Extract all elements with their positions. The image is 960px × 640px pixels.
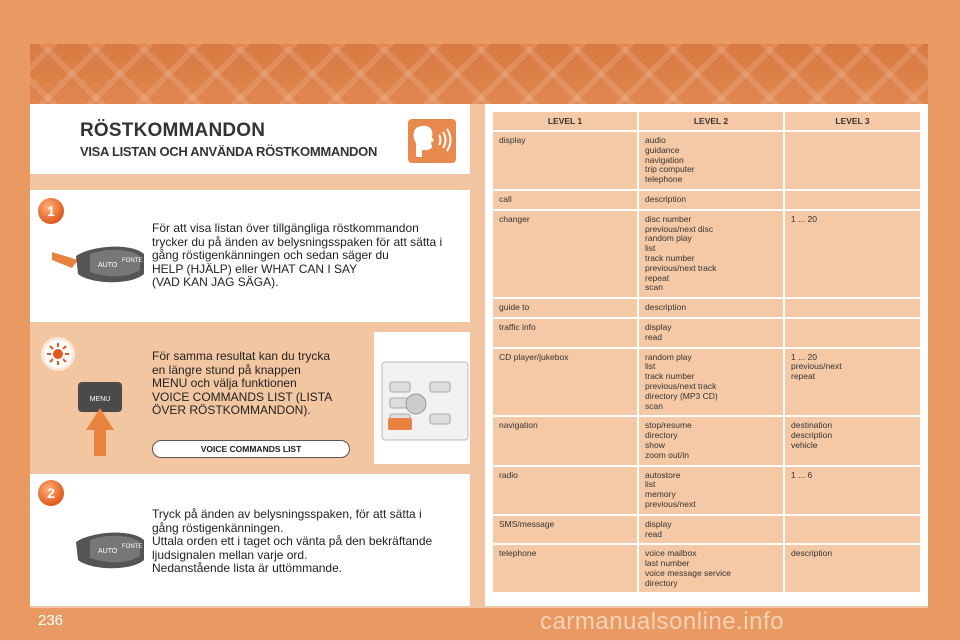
table-cell: 1 ... 20: [785, 211, 920, 297]
step-1-text: För att visa listan över tillgängliga röstkommandon trycker du på änden av belysningsspaken för att sätta i gång röstigenkänningen och sedan säger du HELP (HJÄLP) eller WHAT CAN I SAY (VAD KAN JAG SÄGA).: [152, 221, 443, 289]
lighting-stalk-icon: [50, 520, 146, 580]
table-cell: random play list track number previous/next track directory (MP3 CD) scan: [639, 349, 783, 416]
table-row: [493, 545, 920, 592]
step-2-panel: [30, 474, 470, 606]
table-cell: voice mailbox last number voice message service directory: [639, 545, 783, 592]
table-row: [493, 132, 920, 189]
table-cell: guide to: [493, 299, 637, 317]
stalk-label-auto: AUTO: [98, 548, 118, 555]
table-cell: [785, 516, 920, 544]
voice-commands-table-panel: [485, 104, 928, 606]
step-badge-1: 1: [38, 198, 64, 224]
voice-commands-list-button[interactable]: VOICE COMMANDS LIST: [152, 440, 350, 458]
table-row: [493, 349, 920, 416]
table-cell: traffic info: [493, 319, 637, 347]
stalk-label-front: FONTE: [122, 258, 143, 264]
table-cell: changer: [493, 211, 637, 297]
menu-button-label: MENU: [89, 396, 111, 403]
table-cell: display read: [639, 516, 783, 544]
step-1-panel: [30, 190, 470, 322]
table-cell: [785, 132, 920, 189]
table-cell: display read: [639, 319, 783, 347]
table-cell: SMS/message: [493, 516, 637, 544]
radio-panel-illustration: [374, 332, 470, 464]
table-cell: radio: [493, 467, 637, 514]
table-row: [493, 191, 920, 209]
stalk-label-auto: AUTO: [98, 262, 118, 269]
chevron-header-band: [30, 44, 928, 104]
page-title: RÖSTKOMMANDON: [80, 120, 266, 141]
column-header: LEVEL 2: [639, 112, 783, 130]
step-alt-panel: [30, 332, 470, 464]
table-cell: [785, 191, 920, 209]
column-header: LEVEL 1: [493, 112, 637, 130]
table-cell: telephone: [493, 545, 637, 592]
table-row: [493, 516, 920, 544]
table-row: [493, 299, 920, 317]
step-badge-2: 2: [38, 480, 64, 506]
table-cell: 1 ... 20 previous/next repeat: [785, 349, 920, 416]
watermark: carmanualsonline.info: [540, 608, 784, 635]
table-row: [493, 211, 920, 297]
table-cell: description: [639, 299, 783, 317]
table-row: [493, 319, 920, 347]
table-cell: audio guidance navigation trip computer telephone: [639, 132, 783, 189]
voice-commands-table: [491, 110, 922, 594]
table-cell: navigation: [493, 417, 637, 464]
step-2-text: Tryck på änden av belysningsspaken, för att sätta i gång röstigenkänningen. Uttala orden ett i taget och vänta på den bekräftande ljudsignalen mellan varje ord. Nedanstående lista är uttömmande.: [152, 507, 433, 575]
voice-command-icon: [408, 119, 456, 163]
title-panel: [30, 104, 470, 174]
table-cell: disc number previous/next disc random play list track number previous/next track repeat scan: [639, 211, 783, 297]
table-cell: [785, 319, 920, 347]
table-cell: display: [493, 132, 637, 189]
table-row: [493, 417, 920, 464]
table-cell: description: [639, 191, 783, 209]
table-row: [493, 467, 920, 514]
table-cell: 1 ... 6: [785, 467, 920, 514]
table-cell: destination description vehicle: [785, 417, 920, 464]
table-cell: [785, 299, 920, 317]
table-cell: stop/resume directory show zoom out/in: [639, 417, 783, 464]
tip-sun-icon: [44, 340, 72, 368]
table-cell: CD player/jukebox: [493, 349, 637, 416]
page-subtitle: VISA LISTAN OCH ANVÄNDA RÖSTKOMMANDON: [80, 144, 378, 159]
table-cell: description: [785, 545, 920, 592]
table-cell: call: [493, 191, 637, 209]
table-cell: autostore list memory previous/next: [639, 467, 783, 514]
column-header: LEVEL 3: [785, 112, 920, 130]
stalk-label-front: FONTE: [122, 544, 143, 550]
page-number: 236: [38, 612, 64, 629]
menu-button-icon: [76, 378, 126, 458]
step-alt-text: För samma resultat kan du trycka en längre stund på knappen MENU och välja funktionen VOICE COMMANDS LIST (LISTA ÖVER RÖSTKOMMANDON).: [152, 349, 333, 417]
lighting-stalk-icon: [50, 234, 146, 294]
